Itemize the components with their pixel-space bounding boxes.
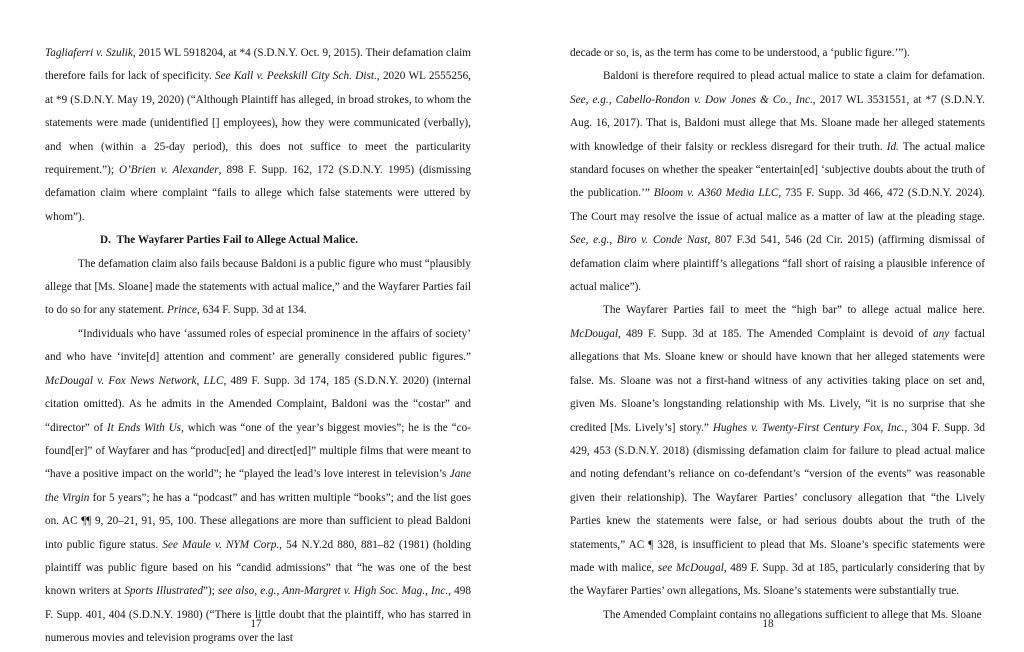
paragraph xyxy=(45,323,471,651)
text-run: “Individuals who have ‘assumed roles of especial prominence in the affairs of society’ and who have ‘invite[d] attention and comment’ are generally considered public figures.” xyxy=(45,327,471,364)
text-run: The Wayfarer Parties fail to meet the “high bar” to allege actual malice here. xyxy=(603,304,985,317)
text-run: Jane the Virgin xyxy=(45,468,471,504)
text-run: decade or so, is, as the term has come to be understood, a ‘public figure.’”). xyxy=(570,47,910,59)
text-run: , 735 F. Supp. 3d 466, 472 (S.D.N.Y. 2024). The Court may resolve the issue of actual malice as a matter of law at the pleading stage. xyxy=(570,187,985,223)
text-run: McDougal xyxy=(570,327,619,340)
text-run: McDougal v. Fox News Network, LLC xyxy=(45,374,224,387)
text-run: It Ends With Us xyxy=(107,421,182,434)
paragraph xyxy=(45,42,471,229)
text-run: The defamation claim also fails because Baldoni is a public figure who must “plausibly allege that [Ms. Sloane] made the statements with actual malice,” and the Wayfarer Parties fail to do so for any statement. xyxy=(45,257,471,317)
text-run: D. The Wayfarer Parties Fail to Allege Actual Malice. xyxy=(100,234,359,247)
text-run: factual allegations that Ms. Sloane knew or should have known that her alleged statements were false. Ms. Sloane was not a first-hand witness of any activities taking place on set and, given Ms. Sloane’s longstanding relationship with Ms. Lively, “it is no surprise that she credited [Ms. Lively’s] story.” xyxy=(570,327,986,434)
text-run: See Kall v. Peekskill City Sch. Dist. xyxy=(215,70,377,83)
text-run: for 5 years”; he has a “podcast” and has written multiple “books”; and the list goes on. AC ¶¶ 9, 20–21, 91, 95, 100. These allegations are more than sufficient to plead Baldoni into public figure status. xyxy=(45,491,471,551)
text-run: The Amended Complaint contains no allegations sufficient to allege that Ms. Sloane xyxy=(603,608,982,621)
text-run: any xyxy=(933,327,950,340)
paragraph xyxy=(570,42,985,65)
text-run: , 489 F. Supp. 3d at 185. The Amended Complaint is devoid of xyxy=(618,327,934,340)
page-number: 17 xyxy=(250,618,262,630)
page-number: 18 xyxy=(762,618,774,630)
text-run: , 304 F. Supp. 3d 429, 453 (S.D.N.Y. 2018) (dismissing defamation claim for failure to plead actual malice and noting defendant’s reliance on co-defendant’s “version of the events” was reasonable given their relationship). The Wayfarer Parties’ conclusory allegation that “the Lively Parties knew the statements were false, or had serious doubts about the truth of the statements,” AC ¶ 328, is insufficient to plead that Ms. Sloane’s specific statements were made with malice, xyxy=(570,421,985,574)
text-run: , 2015 WL 5918204, at *4 (S.D.N.Y. Oct. 9, 2015). Their defamation claim therefore fails for lack of specificity. xyxy=(45,47,472,83)
text-run: , which was “one of the year’s biggest movies”; he is the “co-found[er]” of Wayfarer and has “produc[ed] and direct[ed]” multiple films that were meant to “have a positive impact on the world”; he “played the lead’s love interest in television’s xyxy=(45,421,471,481)
text-run: , 2020 WL 2555256, at *9 (S.D.N.Y. May 19, 2020) (“Although Plaintiff has alleged, in broad strokes, to whom the statements were made (unidentified [] employees), how they were communicated (verbally), and when (within a 25-day period), this does not suffice to meet the particularity requirement.”); xyxy=(45,70,472,177)
text-run: Hughes v. Twenty-First Century Fox, Inc. xyxy=(712,421,905,434)
text-run: O’Brien v. Alexander xyxy=(118,164,219,177)
text-run: Id. xyxy=(886,140,899,153)
text-run: see also, e.g., Ann-Margret v. High Soc. Mag., Inc. xyxy=(218,585,449,598)
text-run: Sports Illustrated xyxy=(124,585,204,598)
text-run: , 54 N.Y.2d 880, 881–82 (1981) (holding plaintiff was public figure based on his “candid admissions” that “he was one of the best known writers at xyxy=(45,538,472,598)
text-run: Bloom v. A360 Media LLC xyxy=(653,187,779,200)
text-run: See, e.g., Cabello-Rondon v. Dow Jones & Co., Inc. xyxy=(570,93,813,106)
text-run: , 807 F.3d 541, 546 (2d Cir. 2015) (affirming dismissal of defamation claim where plaintiff’s allegations “fall short of raising a plausible inference of actual malice”). xyxy=(570,234,986,294)
text-run: ”); xyxy=(203,585,219,598)
text-run: , 2017 WL 3531551, at *7 (S.D.N.Y. Aug. 16, 2017). That is, Baldoni must allege that Ms. Sloane made her alleged statements with knowledge of their falsity or reckless disregard for their truth. xyxy=(570,93,985,153)
paragraph xyxy=(570,299,985,603)
section-heading xyxy=(45,229,471,252)
page-body xyxy=(570,42,985,627)
text-run: , 634 F. Supp. 3d at 134. xyxy=(197,304,307,317)
page-body xyxy=(45,42,471,651)
text-run: See Maule v. NYM Corp. xyxy=(162,538,280,551)
text-run: , 498 F. Supp. 401, 404 (S.D.N.Y. 1980) (“There is little doubt that the plaintiff, who has starred in numerous movies and television programs over the last xyxy=(45,585,471,645)
text-run: Prince xyxy=(167,304,197,317)
text-run: , 489 F. Supp. 3d 174, 185 (S.D.N.Y. 2020) (internal citation omitted). As he admits in the Amended Complaint, Baldoni was the “costar” and “director” of xyxy=(45,374,471,434)
paragraph xyxy=(45,253,471,323)
text-run: Baldoni is therefore required to plead actual malice to state a claim for defamation. xyxy=(603,70,985,83)
text-run: The actual malice standard focuses on whether the speaker “entertain[ed] ‘subjective doubts about the truth of the publication.’” xyxy=(570,140,985,200)
text-run: Tagliaferri v. Szulik xyxy=(45,47,133,59)
document-page-right xyxy=(512,0,1024,652)
text-run: , 898 F. Supp. 162, 172 (S.D.N.Y. 1995) (dismissing defamation claim where complaint “fails to allege which false statements were uttered by whom”). xyxy=(45,164,471,223)
paragraph xyxy=(570,65,985,299)
text-run: See, e.g., Biro v. Conde Nast xyxy=(570,234,708,247)
text-run: see McDougal xyxy=(657,561,724,574)
text-run: , 489 F. Supp. 3d at 185, particularly considering that by the Wayfarer Parties’ own allegations, Ms. Sloane’s statements were substantially true. xyxy=(570,561,985,598)
